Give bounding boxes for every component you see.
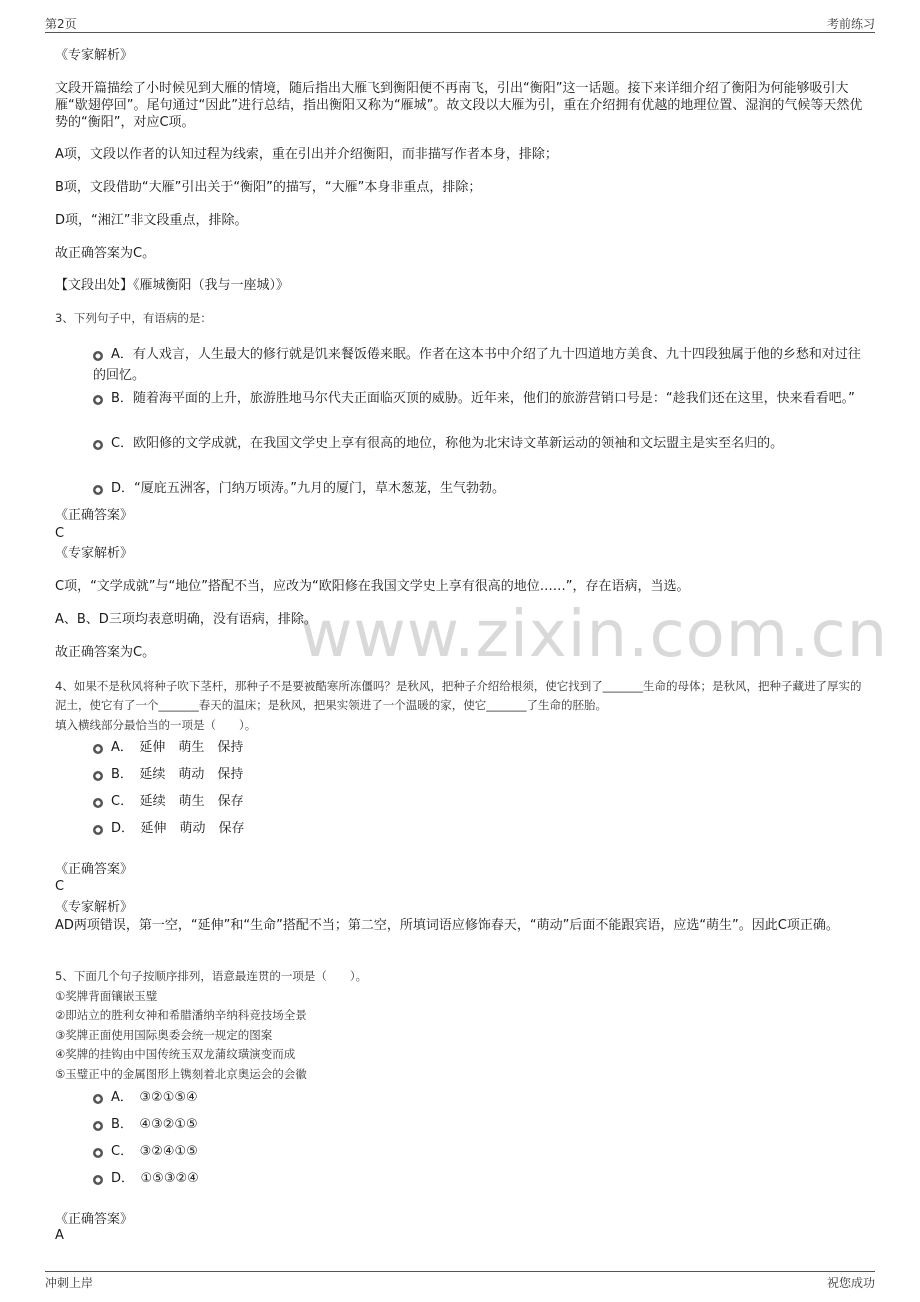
- source-citation: 【文段出处】《雁城衡阳（我与一座城）》: [55, 278, 290, 293]
- header-title: 考前练习: [826, 17, 875, 31]
- q4-answer-label: 《正确答案》: [55, 862, 134, 877]
- analysis-option-b: B项，文段借助“大雁”引出关于“衡阳”的描写，“大雁”本身非重点，排除；: [55, 180, 482, 195]
- q4-stem: 4、如果不是秋风将种子吹下茎杆，那种子不是要被酷寒所冻僵吗？是秋风，把种子介绍给根须，使它找到了_______生命的母体；是秋风，把种子藏进了厚实的泥土，使它有了一个_______春天的温床；是秋风，把果实领进了一个温暖的家，使它_______了生命的胚胎。: [55, 679, 862, 712]
- q3-answer-label: 《正确答案》: [55, 508, 134, 523]
- q3-option-c[interactable]: C．欧阳修的文学成就，在我国文学史上享有很高的地位，称他为北宋诗文革新运动的领袖和文坛盟主是实至名归的。: [93, 433, 863, 454]
- q5-sentence-3: ③奖牌正面使用国际奥委会统一规定的图案: [55, 1028, 273, 1042]
- radio-icon[interactable]: [93, 744, 103, 754]
- q3-analysis-label: 《专家解析》: [55, 546, 134, 561]
- radio-icon[interactable]: [93, 825, 103, 835]
- analysis-label: 《专家解析》: [55, 48, 134, 63]
- q5-sentence-2: ②即站立的胜利女神和希腊潘纳辛纳科竞技场全景: [55, 1008, 307, 1022]
- footer-left: 冲刺上岸: [45, 1276, 94, 1290]
- q3-conclusion: 故正确答案为C。: [55, 645, 156, 660]
- radio-icon[interactable]: [93, 798, 103, 808]
- radio-icon[interactable]: [93, 485, 103, 495]
- q5-answer-label: 《正确答案》: [55, 1212, 134, 1227]
- q4-prompt: 填入横线部分最恰当的一项是（ ）。: [55, 718, 257, 732]
- analysis-option-d: D项，“湘江”非文段重点，排除。: [55, 213, 248, 228]
- radio-icon[interactable]: [93, 440, 103, 450]
- q5-option-a[interactable]: A． ③②①⑤④: [93, 1087, 863, 1108]
- q3-option-a[interactable]: A．有人戏言，人生最大的修行就是饥来餐饭倦来眠。作者在这本书中介绍了九十四道地方美食、九十四段独属于他的乡愁和对过往的回忆。: [93, 347, 861, 383]
- radio-icon[interactable]: [93, 1094, 103, 1104]
- page-footer: [45, 1271, 875, 1290]
- q5-option-c[interactable]: C． ③②④①⑤: [93, 1141, 863, 1162]
- q5-stem: 5、下面几个句子按顺序排列，语意最连贯的一项是（ ）。: [55, 969, 368, 983]
- analysis-conclusion: 故正确答案为C。: [55, 246, 156, 261]
- q5-sentence-1: ①奖牌背面镶嵌玉璧: [55, 989, 158, 1003]
- analysis-option-a: A项，文段以作者的认知过程为线索，重在引出并介绍衡阳，而非描写作者本身，排除；: [55, 147, 558, 162]
- q3-answer: C: [55, 526, 65, 541]
- q4-option-a[interactable]: A． 延伸 萌生 保持: [93, 737, 863, 758]
- q3-option-d[interactable]: D．“厦庇五洲客，门纳万顷涛。”九月的厦门，草木葱茏，生气勃勃。: [93, 478, 863, 499]
- q5-sentence-4: ④奖牌的挂钩由中国传统玉双龙蒲纹璜演变而成: [55, 1047, 296, 1061]
- q5-option-b[interactable]: B． ④③②①⑤: [93, 1114, 863, 1135]
- radio-icon[interactable]: [93, 1148, 103, 1158]
- q5-option-d[interactable]: D． ①⑤③②④: [93, 1168, 863, 1189]
- radio-icon[interactable]: [93, 1175, 103, 1185]
- analysis-paragraph: 文段开篇描绘了小时候见到大雁的情境，随后指出大雁飞到衡阳便不再南飞，引出“衡阳”这一话题。接下来详细介绍了衡阳为何能够吸引大雁“歇翅停回”。尾句通过“因此”进行总结，指出衡阳又称为“雁城”。故文段以大雁为引，重在介绍拥有优越的地理位置、湿润的气候等天然优势的“衡阳”，对应C项。: [55, 81, 863, 130]
- page-number: 第2页: [45, 17, 77, 31]
- watermark: www.zixin.com.cn: [300, 598, 889, 672]
- q3-analysis-1: C项，“文学成就”与“地位”搭配不当，应改为“欧阳修在我国文学史上享有很高的地位……”，存在语病，当选。: [55, 579, 690, 594]
- q4-answer: C: [55, 879, 65, 894]
- q4-option-c[interactable]: C． 延续 萌生 保存: [93, 791, 863, 812]
- page-header: [45, 14, 875, 33]
- q5-sentence-5: ⑤玉璧正中的金属图形上镌刻着北京奥运会的会徽: [55, 1067, 307, 1081]
- q4-option-d[interactable]: D． 延伸 萌动 保存: [93, 818, 863, 839]
- q3-stem: 3、下列句子中，有语病的是：: [55, 311, 212, 325]
- radio-icon[interactable]: [93, 771, 103, 781]
- q4-analysis-label: 《专家解析》: [55, 900, 134, 915]
- q3-analysis-2: A、B、D三项均表意明确，没有语病，排除。: [55, 612, 317, 627]
- footer-right: 祝您成功: [826, 1276, 875, 1290]
- q4-option-b[interactable]: B． 延续 萌动 保持: [93, 764, 863, 785]
- radio-icon[interactable]: [93, 1121, 103, 1131]
- q5-answer: A: [55, 1228, 64, 1243]
- radio-icon[interactable]: [93, 351, 103, 361]
- q4-analysis: AD两项错误，第一空，“延伸”和“生命”搭配不当；第二空，所填词语应修饰春天，“萌动”后面不能跟宾语，应选“萌生”。因此C项正确。: [55, 918, 839, 933]
- q3-option-b[interactable]: B．随着海平面的上升，旅游胜地马尔代夫正面临灭顶的威胁。近年来，他们的旅游营销口号是：“趁我们还在这里，快来看看吧。”: [93, 388, 863, 409]
- radio-icon[interactable]: [93, 395, 103, 405]
